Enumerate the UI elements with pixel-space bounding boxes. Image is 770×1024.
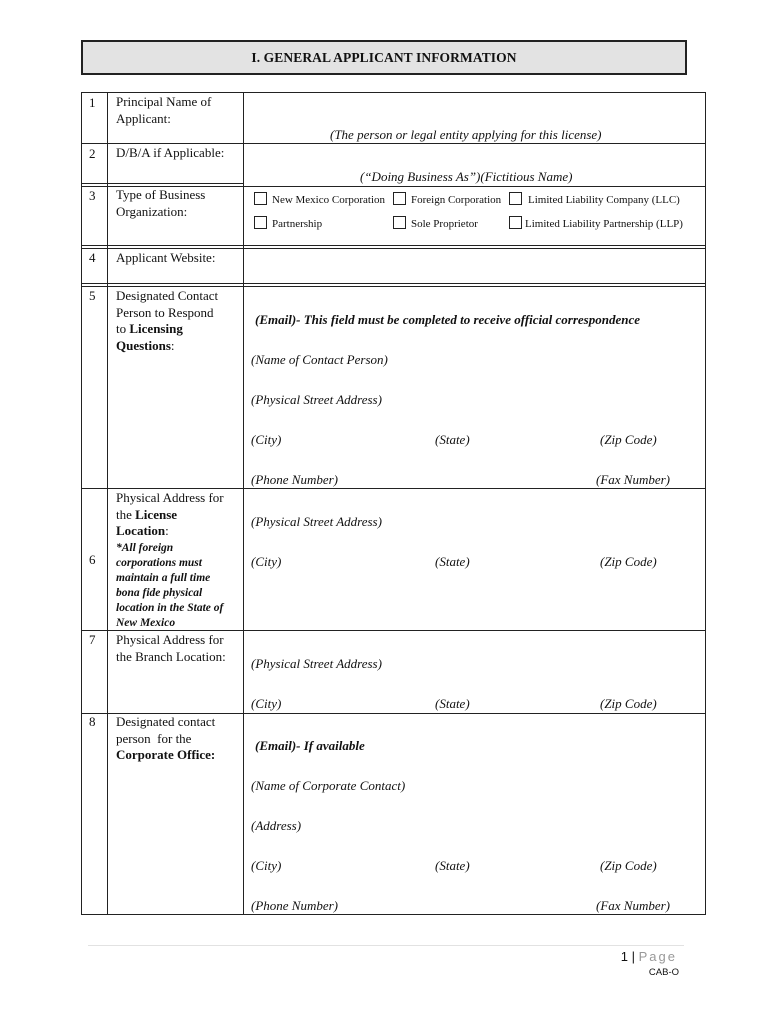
row-number-1: 1 — [89, 95, 96, 110]
branch-zip-field[interactable]: (Zip Code) — [600, 696, 657, 711]
corporate-zip-field[interactable]: (Zip Code) — [600, 858, 657, 873]
checkbox-sole-proprietor[interactable] — [393, 216, 406, 229]
row-number-7: 7 — [89, 632, 96, 647]
row-number-3: 3 — [89, 188, 96, 203]
row-number-2: 2 — [89, 146, 96, 161]
license-label-colon: : — [165, 523, 169, 538]
website-field[interactable] — [245, 250, 700, 280]
row-divider — [82, 283, 705, 284]
branch-city-field[interactable]: (City) — [251, 696, 282, 711]
row-divider — [82, 143, 705, 144]
column-divider — [243, 92, 244, 915]
contact-name-field[interactable]: (Name of Contact Person) — [251, 352, 388, 367]
branch-label-line-2: the Branch Location: — [116, 648, 226, 664]
row-divider — [82, 92, 705, 93]
dba-field[interactable]: (“Doing Business As”)(Fictitious Name) — [360, 169, 573, 184]
row-divider — [82, 248, 705, 249]
row-number-5: 5 — [89, 288, 96, 303]
corporate-name-field[interactable]: (Name of Corporate Contact) — [251, 778, 406, 793]
checkbox-llp[interactable] — [509, 216, 522, 229]
corporate-city-field[interactable]: (City) — [251, 858, 282, 873]
license-label-line-3 — [116, 523, 241, 540]
corporate-label-line-2: person for the — [116, 730, 192, 746]
business-type-label: Type of Business Organization: — [116, 187, 206, 219]
contact-label-questions: Questions — [116, 337, 171, 353]
note-line-2: corporations must — [116, 556, 202, 569]
contact-label-line-4 — [116, 338, 241, 355]
note-line-1: *All foreign — [116, 541, 174, 554]
page-word: Page — [638, 949, 677, 964]
license-label-line-1: Physical Address for — [116, 490, 224, 505]
principal-name-field[interactable]: (The person or legal entity applying for this license) — [330, 127, 602, 142]
contact-label-line-3 — [116, 321, 241, 338]
row-divider — [82, 488, 705, 489]
license-state-field[interactable]: (State) — [435, 554, 470, 569]
row-number-6: 6 — [89, 552, 96, 567]
row-divider — [82, 914, 705, 915]
option-sole-proprietor-label: Sole Proprietor — [411, 218, 478, 230]
page-number-separator: | — [628, 949, 639, 964]
option-nm-corporation-label: New Mexico Corporation — [272, 194, 386, 206]
contact-label-licensing: Licensing — [129, 321, 183, 336]
branch-location-label — [116, 632, 241, 665]
applicant-information-table — [81, 92, 706, 915]
license-zip-field[interactable]: (Zip Code) — [600, 554, 657, 569]
website-label: Applicant Website: — [116, 250, 216, 265]
note-line-3: maintain a full time — [116, 571, 211, 584]
corporate-email-field[interactable]: (Email)- If available — [255, 738, 365, 753]
option-llp-label: Limited Liability Partnership (LLP) — [525, 218, 683, 230]
corporate-address-field[interactable]: (Address) — [251, 818, 302, 833]
checkbox-nm-corporation[interactable] — [254, 192, 267, 205]
branch-label-line-1: Physical Address for — [116, 632, 224, 647]
option-partnership-label: Partnership — [272, 218, 323, 230]
corporate-phone-field[interactable]: (Phone Number) — [251, 898, 339, 913]
contact-zip-field[interactable]: (Zip Code) — [600, 432, 657, 447]
checkbox-foreign-corporation[interactable] — [393, 192, 406, 205]
option-foreign-corporation-label: Foreign Corporation — [411, 194, 502, 206]
contact-label-colon: : — [170, 337, 175, 353]
license-label-license: License — [135, 506, 178, 522]
section-title: I. GENERAL APPLICANT INFORMATION — [81, 40, 687, 75]
foreign-corporation-note — [116, 541, 241, 631]
row-divider — [82, 286, 705, 287]
checkbox-partnership[interactable] — [254, 216, 267, 229]
row-number-4: 4 — [89, 250, 96, 265]
note-line-4: bona fide physical — [116, 586, 203, 599]
license-street-field[interactable]: (Physical Street Address) — [251, 514, 382, 529]
page-number-value: 1 — [620, 949, 629, 964]
license-location-label — [116, 490, 241, 631]
corporate-fax-field[interactable]: (Fax Number) — [596, 898, 671, 913]
page-number — [0, 949, 677, 964]
branch-street-field[interactable]: (Physical Street Address) — [251, 656, 382, 671]
row-number-8: 8 — [89, 714, 96, 729]
corporate-label-line-3: Corporate Office: — [116, 747, 216, 762]
checkbox-llc[interactable] — [509, 192, 522, 205]
footer-divider — [88, 945, 684, 946]
form-code: CAB-O — [648, 967, 679, 978]
contact-person-label — [116, 288, 241, 354]
option-llc-label: Limited Liability Company (LLC) — [528, 194, 680, 206]
contact-email-field[interactable]: (Email)- This field must be completed to receive official correspondence — [255, 312, 640, 327]
dba-label: D/B/A if Applicable: — [116, 145, 225, 160]
column-divider — [107, 92, 108, 915]
corporate-state-field[interactable]: (State) — [435, 858, 470, 873]
corporate-label-line-1: Designated contact — [116, 714, 216, 729]
license-city-field[interactable]: (City) — [251, 554, 282, 569]
contact-label-to: to — [116, 321, 130, 336]
note-line-6: New Mexico — [116, 616, 176, 629]
contact-label-line-1: Designated Contact — [116, 288, 219, 303]
license-label-the: the — [116, 506, 136, 522]
license-label-line-2 — [116, 507, 241, 524]
contact-city-field[interactable]: (City) — [251, 432, 282, 447]
corporate-contact-label — [116, 714, 241, 764]
row-divider — [82, 245, 705, 246]
branch-state-field[interactable]: (State) — [435, 696, 470, 711]
contact-fax-field[interactable]: (Fax Number) — [596, 472, 671, 487]
contact-phone-field[interactable]: (Phone Number) — [251, 472, 339, 487]
contact-street-field[interactable]: (Physical Street Address) — [251, 392, 382, 407]
contact-label-line-2: Person to Respond — [116, 304, 214, 320]
principal-name-label: Principal Name of Applicant: — [116, 94, 212, 126]
contact-state-field[interactable]: (State) — [435, 432, 470, 447]
note-line-5: location in the State of — [116, 601, 224, 614]
license-label-location: Location — [116, 523, 166, 538]
